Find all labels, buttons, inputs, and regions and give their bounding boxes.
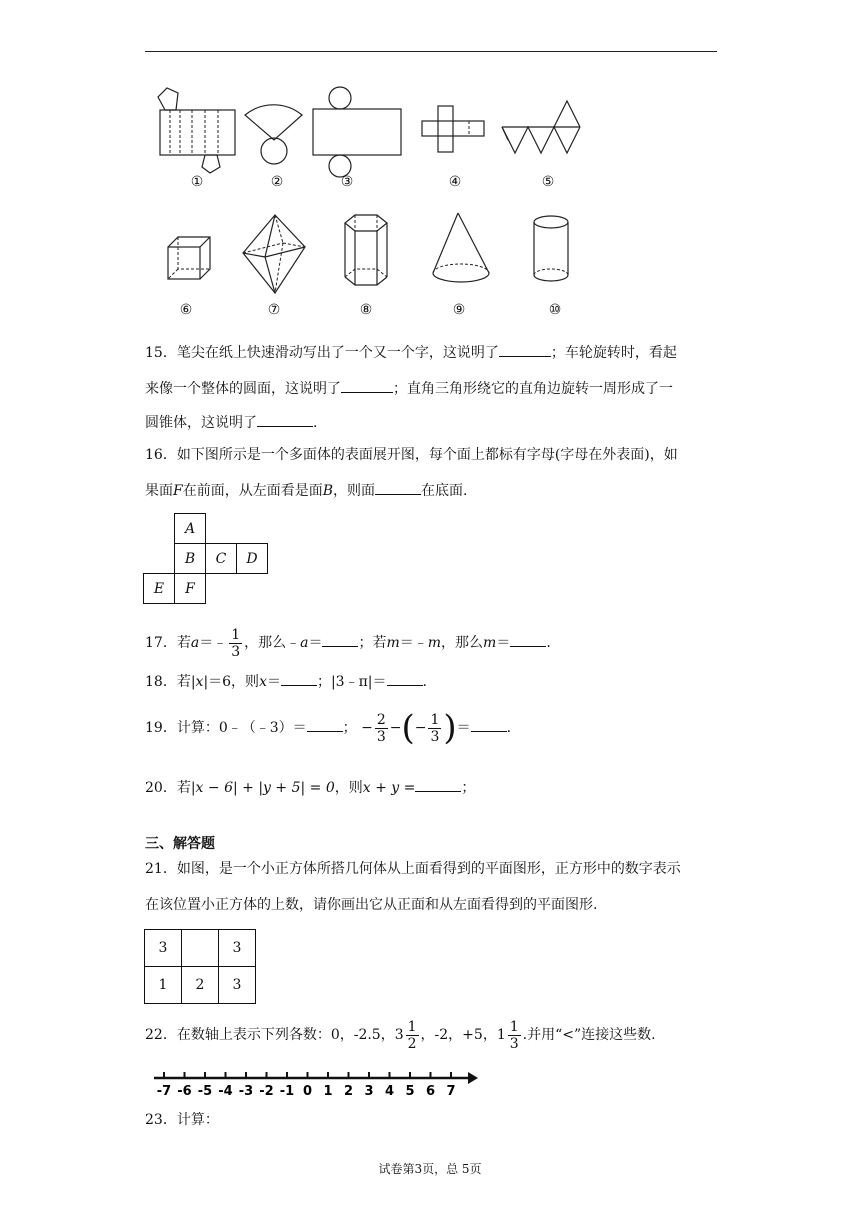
q17-text: ＝: [496, 635, 511, 651]
fraction-denominator: 3: [509, 1035, 519, 1052]
section-heading: 三、解答题: [145, 836, 215, 852]
q17-line: [145, 626, 551, 660]
hexagonal-prism-figure: [345, 215, 387, 285]
cone-figure: [433, 213, 489, 282]
q17-text: ，那么: [441, 635, 484, 651]
q16-text: 果面: [145, 483, 173, 499]
q22-text: .并用“<”连接这些数.: [522, 1027, 656, 1043]
q18-blank-1[interactable]: [281, 671, 317, 686]
axis-tick-label: -3: [238, 1084, 254, 1099]
q17-var: m: [483, 635, 497, 651]
q19-text: ＝: [456, 720, 471, 736]
q19-blank-1[interactable]: [307, 717, 343, 732]
cone-net-figure: [245, 105, 302, 164]
fraction-denominator: 3: [231, 643, 241, 660]
net-face-f: F: [175, 574, 206, 604]
q22-text: ，-2，+5，1: [420, 1027, 506, 1043]
prism-net-figure: [158, 88, 235, 173]
q21-line-2: 在该位置小正方体的上数，请你画出它从正面和从左面看得到的平面图形.: [145, 897, 598, 913]
grid-cell-empty: [182, 930, 219, 967]
q18-text: .: [422, 674, 427, 690]
net-face-c: C: [206, 544, 237, 574]
q20-text: ；: [461, 780, 476, 796]
fraction-numerator: 1: [231, 626, 241, 643]
q15-text: .: [313, 415, 318, 431]
cylinder-figure: [534, 216, 568, 281]
fraction-denominator: 3: [430, 728, 440, 745]
axis-tick-label: -1: [279, 1084, 295, 1099]
q17-text: ＝﹣: [199, 635, 228, 651]
q18-text: ＝: [266, 674, 281, 690]
cube-figure: [168, 237, 210, 279]
figure-row-2: [150, 205, 590, 295]
q15-text: ；直角三角形绕它的直角边旋转一周形成了一: [393, 381, 673, 397]
q15-text: 15．笔尖在纸上快速滑动写出了一个又一个字，这说明了: [145, 345, 499, 361]
q17-var: m: [386, 635, 400, 651]
axis-tick-label: 7: [446, 1084, 456, 1099]
q17-text: ，那么﹣: [244, 635, 301, 651]
q18-var: x: [195, 674, 204, 690]
axis-tick-label: 3: [364, 1084, 374, 1099]
fraction-denominator: 2: [407, 1035, 417, 1052]
figure-label-9: ⑨: [452, 302, 466, 318]
axis-tick-label: -4: [218, 1084, 233, 1099]
axis-tick-label: -5: [197, 1084, 213, 1099]
fraction-numerator: 2: [376, 711, 386, 728]
q16-text: 在前面，从左面看是面: [182, 483, 323, 499]
q22-fraction-2: [508, 1019, 521, 1052]
net-face-b: B: [175, 544, 206, 574]
q16-line-1: 16．如下图所示是一个多面体的表面展开图，每个面上都标有字母(字母在外表面)，如: [145, 447, 678, 463]
q18-text: |＝6，则: [203, 674, 260, 690]
fraction-numerator: 1: [509, 1018, 519, 1035]
header-rule: [145, 51, 717, 52]
axis-tick-label: 6: [425, 1084, 436, 1099]
net-face-a: A: [175, 514, 206, 544]
q16-blank[interactable]: [375, 480, 421, 495]
figure-label-10: ⑩: [548, 302, 562, 318]
triangle-strip-figure: [502, 101, 580, 153]
q21-top-view-grid: [144, 929, 256, 1004]
q20-text: ，则: [334, 780, 363, 796]
q16-net-figure: [143, 513, 268, 604]
q22-fraction-1: [406, 1019, 419, 1052]
q19-text: −: [389, 720, 402, 736]
q19-fraction-1: [375, 712, 388, 745]
q17-var: a: [300, 635, 309, 651]
axis-tick-label: -7: [156, 1084, 172, 1099]
figure-label-1: ①: [190, 174, 204, 190]
q19-line: [145, 708, 511, 748]
q18-text: 18．若|: [145, 674, 196, 690]
q19-text: −: [361, 720, 373, 736]
q15-text: ；车轮旋转时，看起: [550, 345, 677, 361]
q16-var-f: F: [173, 483, 183, 499]
q17-text: ＝: [308, 635, 323, 651]
q16-var-b: B: [322, 483, 334, 499]
q19-text: .: [506, 720, 512, 736]
fraction-numerator: 1: [407, 1018, 417, 1035]
axis-tick-label: -6: [177, 1084, 192, 1099]
q15-blank-2[interactable]: [341, 378, 393, 393]
q17-text: 17．若: [145, 635, 191, 651]
right-paren: ): [443, 708, 457, 748]
axis-tick-label: 4: [384, 1084, 395, 1099]
q15-blank-1[interactable]: [499, 342, 551, 357]
figure-label-8: ⑧: [359, 302, 373, 318]
axis-tick-label: 0: [302, 1084, 313, 1099]
q19-text: 19．计算：0﹣（﹣3）＝: [145, 720, 307, 736]
q19-text: ；: [342, 720, 357, 736]
fraction-denominator: 3: [376, 728, 386, 745]
left-paren: (: [401, 708, 415, 748]
figure-label-6: ⑥: [179, 302, 193, 318]
page-footer: 试卷第3页，总 5页: [378, 1162, 482, 1176]
q20-expression: |x − 6| + |y + 5| = 0: [190, 780, 335, 796]
q17-text: .: [546, 635, 551, 651]
q19-blank-2[interactable]: [471, 717, 507, 732]
q19-fraction-2: [428, 712, 441, 745]
q15-line-3: [145, 412, 317, 433]
figure-label-7: ⑦: [267, 302, 281, 318]
q20-text: 20．若: [145, 780, 191, 796]
figure-row-1: [150, 85, 590, 180]
figure-label-3: ③: [340, 174, 354, 190]
q22-line: [145, 1017, 656, 1053]
q16-text: ，则面: [333, 483, 376, 499]
q18-var: x: [259, 674, 267, 690]
q22-text: 22．在数轴上表示下列各数：0，-2.5，3: [145, 1027, 404, 1043]
q16-text: 在底面.: [421, 483, 468, 499]
figure-label-5: ⑤: [541, 174, 555, 190]
octahedron-figure: [243, 215, 305, 293]
q15-line-1: [145, 342, 677, 363]
q18-line: [145, 671, 427, 692]
q17-blank-2[interactable]: [510, 632, 546, 647]
q17-text: ；若: [358, 635, 387, 651]
cube-net-figure: [422, 106, 484, 152]
q15-text: 圆锥体，这说明了: [145, 415, 257, 431]
axis-tick-label: 1: [323, 1084, 333, 1099]
q15-line-2: [145, 378, 673, 399]
grid-cell: 3: [219, 930, 256, 967]
q17-text: ＝﹣: [399, 635, 428, 651]
q15-blank-3[interactable]: [257, 412, 313, 427]
fraction-numerator: 1: [430, 711, 440, 728]
axis-tick-label: 5: [405, 1084, 415, 1099]
cylinder-net-figure: [313, 87, 401, 177]
q15-text: 来像一个整体的圆面，这说明了: [145, 381, 341, 397]
net-face-d: D: [237, 544, 268, 574]
grid-cell: 1: [145, 967, 182, 1004]
net-face-e: E: [144, 574, 175, 604]
number-line: [150, 1066, 480, 1102]
q17-var: a: [190, 635, 200, 651]
grid-cell: 3: [219, 967, 256, 1004]
q18-text: ；|3﹣π|＝: [316, 674, 387, 690]
grid-cell: 2: [182, 967, 219, 1004]
q18-blank-2[interactable]: [387, 671, 423, 686]
grid-cell: 3: [145, 930, 182, 967]
q16-line-2: [145, 480, 467, 501]
q20-expression: x + y =: [362, 780, 416, 796]
q23-line: 23．计算：: [145, 1112, 219, 1128]
q17-fraction: [229, 627, 242, 660]
figure-label-4: ④: [448, 174, 462, 190]
q21-line-1: 21．如图，是一个小正方体所搭几何体从上面看得到的平面图形，正方形中的数字表示: [145, 861, 681, 877]
q17-var: m: [427, 635, 442, 651]
figure-label-2: ②: [270, 174, 284, 190]
axis-tick-label: -2: [259, 1084, 274, 1099]
q17-blank-1[interactable]: [322, 632, 358, 647]
axis-tick-label: 2: [343, 1084, 354, 1099]
q19-text: −: [414, 720, 427, 736]
arrow-head-icon: [468, 1072, 478, 1084]
q20-line: [145, 777, 475, 798]
q20-blank[interactable]: [415, 777, 461, 792]
